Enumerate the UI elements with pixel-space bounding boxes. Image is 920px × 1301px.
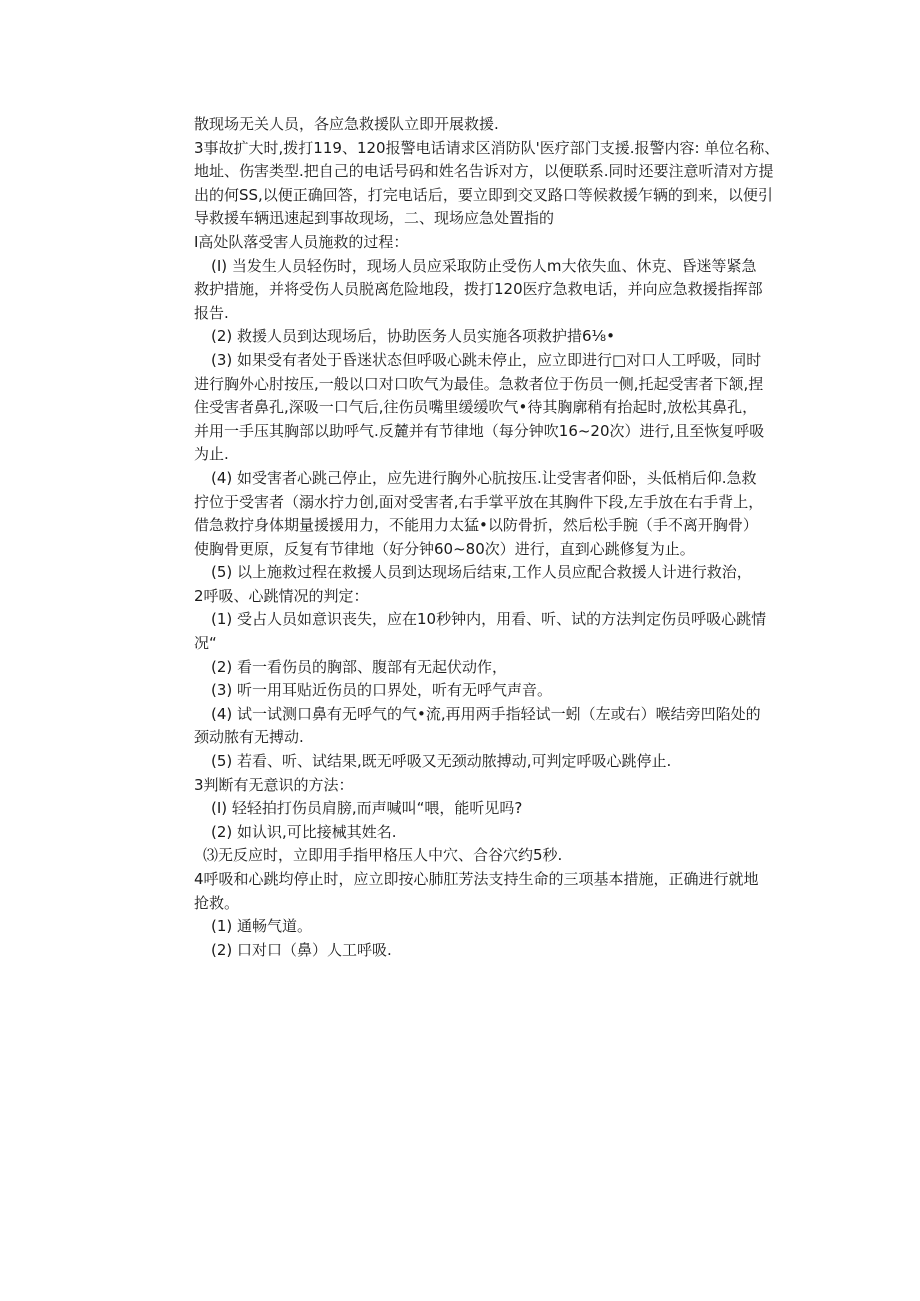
text-line: 抢救。: [194, 893, 240, 912]
text-line: (2) 口对口（鼻）人工呼吸.: [211, 940, 392, 959]
text-line: 拧位于受害者（溺水拧力创,面对受害者,右手掌平放在其胸件下段,左手放在右手背上，: [194, 492, 764, 511]
text-line: 进行胸外心肘按压,一般以口对口吹气为最佳。急救者位于伤员一侧,托起受害者下颔,捏: [194, 374, 764, 393]
text-line: (1) 受占人员如意识丧失，应在10秒钟内，用看、听、试的方法判定伤员呼吸心跳情: [211, 610, 767, 629]
text-line: ⑶无反应时，立即用手指甲格压人中穴、合谷穴约5秒.: [203, 846, 563, 865]
text-line: (3) 如果受有者处于昏迷状态但呼吸心跳未停止，应立即进行□对口人工呼吸，同时: [211, 350, 762, 369]
text-line: (I) 轻轻拍打伤员肩膀,而声喊叫“喂，能听见吗?: [211, 799, 523, 818]
text-line: 地址、伤害类型.把自己的电话号码和姓名告诉对方，以便联系.同时还要注意听清对方提: [194, 162, 774, 181]
text-line: (4) 试一试测口鼻有无呼气的气•流,再用两手指轻试一蚓（左或右）喉结旁凹陷处的: [211, 704, 761, 723]
text-line: 报告.: [194, 303, 229, 322]
text-line: 救护措施，并将受伤人员脱离危险地段，拨打120医疗急救电话，并向应急救援指挥部: [194, 280, 763, 299]
section-heading: 4呼吸和心跳均停止时，应立即按心肺肛芳法支持生命的三项基本措施，正确进行就地: [194, 870, 759, 888]
text-line: 导救援车辆迅速起到事故现场，二、现场应急处置指的: [194, 209, 555, 228]
text-line: (2) 救援人员到达现场后，协助医务人员实施各项救护措6⅛•: [211, 327, 615, 346]
text-line: 住受害者鼻孔,深吸一口气后,往伤员嘴里缓缓吹气•待其胸廓稍有抬起时,放松其鼻孔，: [194, 398, 758, 417]
text-line: 3事故扩大时,拨打119、120报警电话请求区消防队'医疗部门支援.报警内容: 单位名称、: [194, 138, 780, 157]
document-body: [194, 113, 788, 962]
text-line: (5) 以上施救过程在救援人员到达现场后结束,工作人员应配合救援人计进行救治，: [211, 563, 752, 582]
text-line: 散现场无关人员，各应急救援队立即开展救援.: [194, 115, 499, 133]
text-line: 借急救拧身体期量援援用力，不能用力太猛•以防骨折，然后松手腕（手不离开胸骨）: [194, 516, 758, 535]
section-heading: 2呼吸、心跳情况的判定：: [194, 586, 369, 605]
text-line: 出的何SS,以便正确回答，打完电话后，要立即到交叉路口等候救援乍辆的到来，以便引: [194, 185, 773, 204]
text-line: (I) 当发生人员轻伤时，现场人员应采取防止受伤人m大依失血、休克、昏迷等紧急: [211, 256, 757, 275]
text-line: (5) 若看、听、试结果,既无呼吸又无颈动脓搏动,可判定呼吸心跳停止.: [211, 752, 672, 771]
text-line: 颈动脓有无搏动.: [194, 728, 304, 747]
section-heading: I高处队落受害人员施救的过程：: [194, 232, 409, 251]
text-line: (2) 如认识,可比接械其姓名.: [211, 822, 397, 841]
text-line: (3) 听一用耳贴近伤员的口界处，听有无呼气声音。: [211, 681, 553, 700]
text-line: (2) 看一看伤员的胸部、腹部有无起伏动作，: [211, 657, 508, 676]
text-line: 使胸骨更原，反复有节律地（好分钟60~80次）进行，直到心跳修复为止。: [194, 539, 695, 558]
text-line: 况“: [194, 634, 217, 653]
section-heading: 3判断有无意识的方法：: [194, 775, 354, 794]
text-line: (1) 通畅气道。: [211, 917, 313, 936]
text-line: (4) 如受害者心跳己停止，应先进行胸外心肮按压.让受害者仰卧，头低梢后仰.急救: [211, 468, 757, 487]
text-line: 并用一手压其胸部以助呼气.反麓并有节律地（每分钟吹16~20次）进行,且至恢复呼吸: [194, 421, 765, 440]
text-line: 为止.: [194, 445, 229, 464]
